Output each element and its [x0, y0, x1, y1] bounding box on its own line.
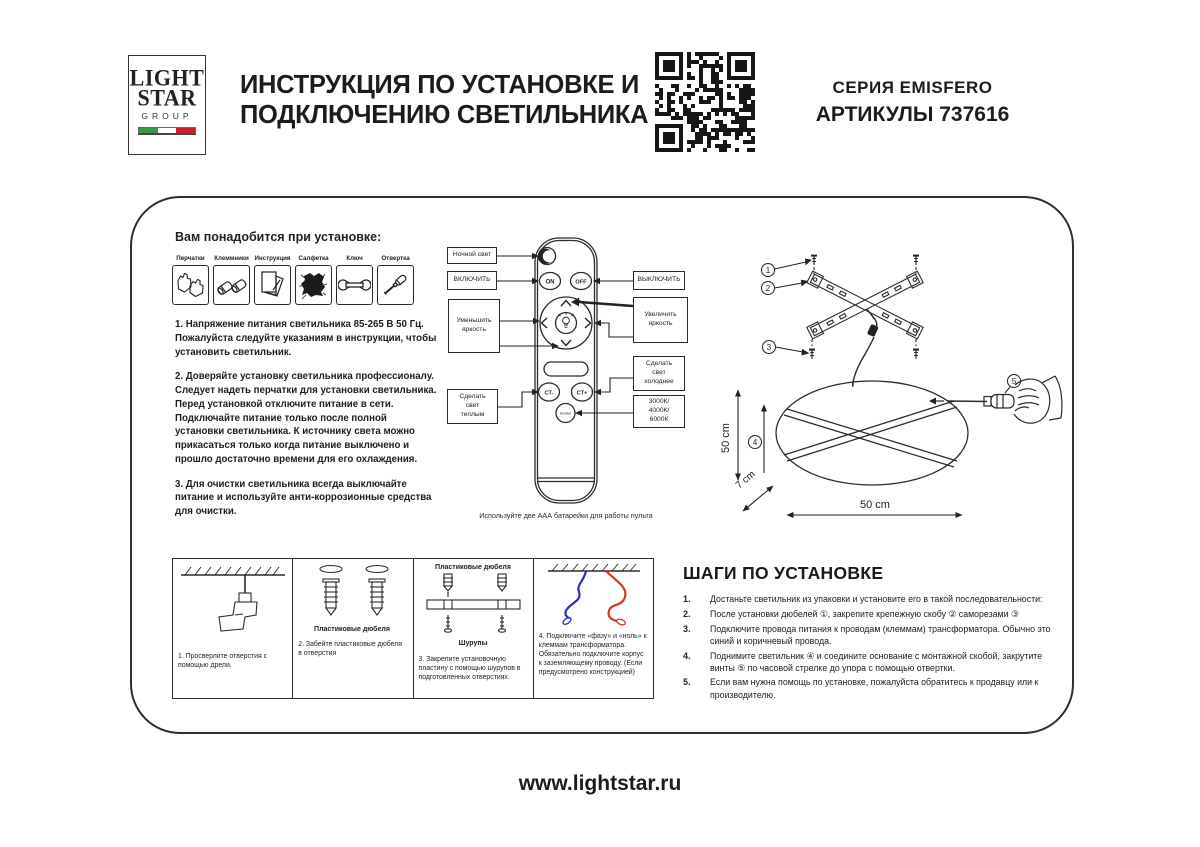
steps-heading: ШАГИ ПО УСТАНОВКЕ — [683, 563, 884, 583]
tool-wrench: Ключ — [336, 255, 373, 305]
svg-text:OFF: OFF — [575, 279, 587, 286]
bulb-icon — [559, 313, 574, 328]
svg-text:CT-: CT- — [544, 390, 554, 397]
page-title — [240, 70, 660, 130]
right-arrow-icon — [585, 318, 591, 328]
tool-gloves: Перчатки — [172, 255, 209, 305]
mounting-bracket — [807, 267, 923, 346]
up-arrow-icon — [561, 301, 571, 307]
step-item: 2. После установки дюбелей ①, закрепите крепежную скобу ② саморезами ③ — [683, 608, 1019, 619]
warning-paragraph-1: 1. Напряжение питания светильника 85-265 В 50 Гц. Пожалуйста следуйте указаниям в инструкции, чтобы установить светильник. — [175, 319, 437, 358]
panel-plate — [414, 559, 534, 698]
panel-caption: 1. Просверлите отверстия с помощью дрели. — [178, 653, 268, 670]
panel-drill — [173, 559, 293, 698]
panel-caption: 4. Подключите «фазу» и «ноль» к клеммам трансформатора. Обязательно подключите корпус к заземляющему проводу. (Если предусмотрено конструкцией) — [538, 633, 647, 677]
warning-paragraph-3: 3. Для очистки светильника всегда выключайте питание и используйте анти-коррозионные средства для очистки. — [175, 478, 432, 518]
logo-word-star: STAR — [137, 84, 197, 111]
tools-heading: Вам понадобится при установке: — [175, 230, 382, 244]
napkin-icon — [297, 268, 330, 302]
svg-text:2: 2 — [765, 284, 771, 293]
warning-paragraphs — [175, 318, 437, 519]
battery-note: Используйте две ААА батарейки для работы пульта — [479, 511, 653, 520]
wrench-icon — [338, 268, 371, 302]
hand-screwdriver — [929, 376, 1062, 423]
panel-caption: 3. Закрепите установочную пластину с помощью шурупов в подготовленных отверстиях. — [418, 656, 521, 682]
night-light-label: Ночной свет — [447, 247, 497, 264]
wires-drawing — [534, 559, 653, 631]
dim-height-label: 50 cm — [720, 423, 732, 453]
pad-arrow-icons — [542, 301, 591, 346]
step-item: 4. Поднимите светильник ④ и соедините основание с монтажной скобой, закрутите винты ⑤ по часовой стрелке до упора с помощью отвертки. — [683, 650, 1043, 673]
qr-code — [655, 52, 755, 152]
footer-url: www.lightstar.ru — [518, 772, 682, 795]
warm-light-label: Сделать свет теплым — [447, 389, 498, 424]
dim-width-label: 50 cm — [860, 499, 890, 511]
down-arrow-icon — [561, 340, 571, 346]
panel-dowels — [293, 559, 413, 698]
step-item: 1. Достаньте светильник из упаковки и установите его в такой последовательности: — [683, 594, 1043, 604]
svg-text:ON: ON — [545, 279, 555, 286]
panel-wires — [534, 559, 653, 698]
svg-text:Пластиковые дюбеля: Пластиковые дюбеля — [434, 564, 511, 571]
turn-on-label: ВКЛЮЧИТЬ — [447, 271, 497, 290]
callouts — [762, 259, 813, 356]
title-line-1: ИНСТРУКЦИЯ ПО УСТАНОВКЕ И — [240, 71, 639, 99]
panel-caption: 2. Забейте пластиковые дюбеля в отверстия — [298, 641, 403, 658]
power-cable — [853, 309, 879, 386]
brightness-pad — [540, 297, 592, 349]
svg-text:Section: Section — [559, 411, 572, 416]
series-label: СЕРИЯ EMISFERO — [832, 78, 993, 97]
step-item: 5. Если вам нужна помощь по установке, пожалуйста обратитесь к продавцу или к производителю. — [683, 677, 1039, 700]
article-number: АРТИКУЛЫ 737616 — [815, 103, 1010, 126]
svg-text:5: 5 — [1011, 377, 1017, 386]
remote-body — [535, 238, 597, 503]
svg-text:4: 4 — [752, 438, 758, 447]
turn-off-label: ВЫКЛЮЧИТЬ — [633, 271, 685, 290]
svg-text:1: 1 — [765, 266, 771, 275]
connector-lines — [497, 256, 633, 413]
brighten-label: Увеличить яркость — [633, 297, 688, 343]
warning-paragraph-2: 2. Доверяйте установку светильника профессионалу. Следует надеть перчатки для установки светильника. Перед установкой отключите питание в сети. Подключайте питание только после полной установки светильника. К источнику света можно прикасаться только когда питание выключено и прошло достаточно времени для его охлаждения. — [175, 371, 437, 465]
cold-light-label: Сделать свет холоднее — [633, 356, 685, 391]
svg-text:CT+: CT+ — [576, 390, 588, 397]
svg-text:Шурупы: Шурупы — [457, 640, 488, 647]
install-panels — [172, 558, 654, 699]
dim-label: Уменьшить яркость — [448, 299, 500, 353]
tool-napkin: Салфетка — [295, 255, 332, 305]
screwdriver-icon — [379, 268, 412, 302]
terminals-icon — [215, 268, 248, 302]
red-wire — [606, 571, 625, 621]
dim-depth-label: 7 cm — [733, 468, 758, 492]
gloves-icon — [174, 268, 207, 302]
lamp-drawing — [776, 381, 968, 485]
logo-word-group: GROUP — [141, 111, 193, 122]
instruction-icon — [256, 268, 289, 302]
logo-word-light: LIGHT — [129, 64, 205, 91]
italian-flag-bar — [138, 127, 196, 135]
dowels-drawing — [293, 559, 412, 639]
blue-wire — [565, 571, 586, 618]
tool-terminals: Клеммники — [213, 255, 250, 305]
mounting-diagram — [715, 235, 1063, 525]
drill-drawing — [173, 559, 292, 651]
kelvin-label: 3000К/ 4000К/ 6000К — [633, 395, 685, 428]
tool-instruction: Инструкция — [254, 255, 291, 305]
pill-button — [544, 362, 588, 376]
tools-row — [172, 255, 420, 305]
anchor-screws — [809, 255, 919, 359]
install-steps-list — [683, 593, 1059, 701]
left-arrow-icon — [542, 318, 548, 328]
plate-drawing — [414, 559, 533, 654]
svg-text:Пластиковые дюбеля: Пластиковые дюбеля — [314, 626, 391, 633]
svg-text:3: 3 — [766, 343, 772, 352]
step-item: 3. Подключите провода питания к проводам (клеммам) трансформатора. Обычно это синий и коричневый провода. — [683, 623, 1051, 647]
title-line-2: ПОДКЛЮЧЕНИЮ СВЕТИЛЬНИКА — [240, 101, 649, 130]
lightstar-logo — [128, 55, 206, 155]
tool-screwdriver: Отвертка — [377, 255, 414, 305]
